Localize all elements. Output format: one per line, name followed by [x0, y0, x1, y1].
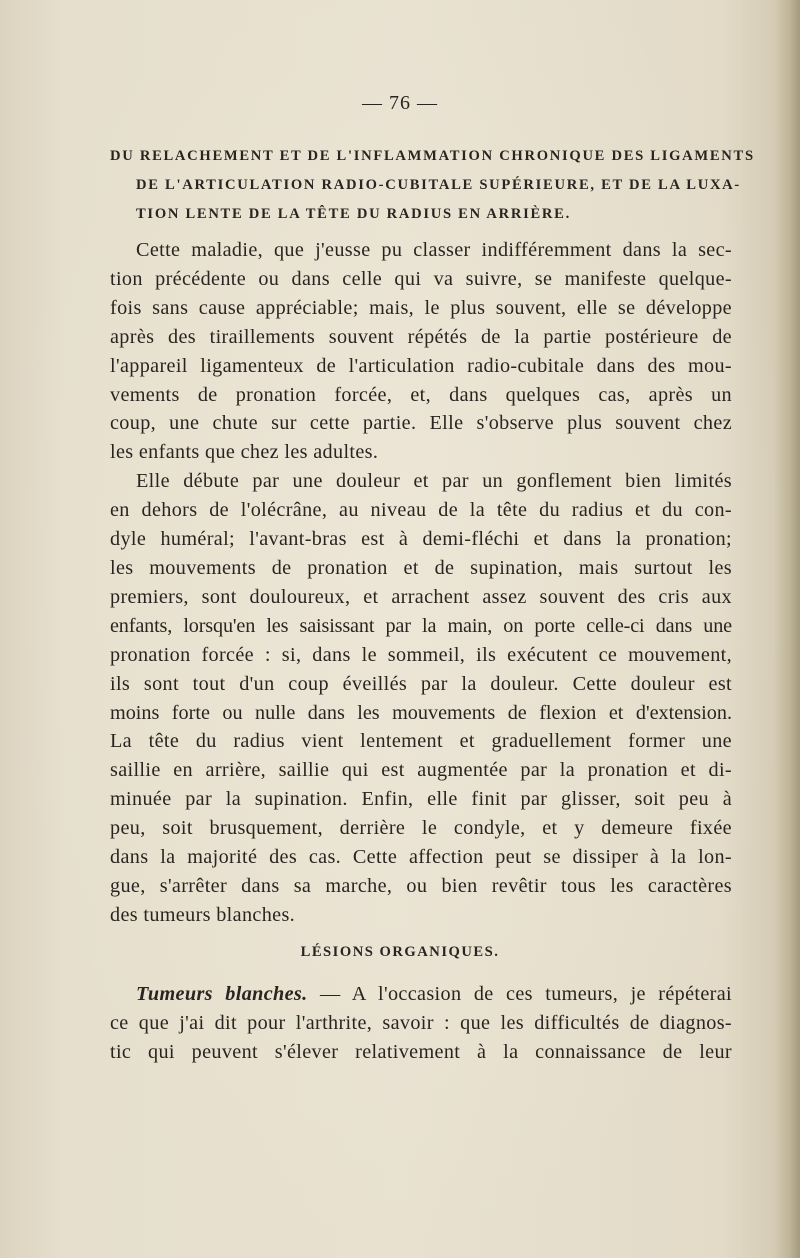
text-line: enfants, lorsqu'en les saisissant par la main, on porte celle-ci dans une — [110, 614, 732, 637]
heading-line-1: DU RELACHEMENT ET DE L'INFLAMMATION CHRONIQUE DES LIGAMENTS — [110, 148, 755, 164]
text-line: l'appareil ligamenteux de l'articulation radio-cubitale dans des mou- — [110, 354, 732, 377]
text-line: Elle débute par une douleur et par un gonflement bien limités — [136, 470, 732, 493]
text-line: dans la majorité des cas. Cette affection peut se dissiper à la lon- — [110, 846, 732, 869]
text-line: tion précédente ou dans celle qui va suivre, se manifeste quelque- — [110, 267, 732, 290]
text-line: minuée par la supination. Enfin, elle finit par glisser, soit peu à — [110, 788, 732, 811]
text-line: La tête du radius vient lentement et graduellement former une — [110, 730, 732, 753]
heading-line-3: TION LENTE DE LA TÊTE DU RADIUS EN ARRIÈRE. — [136, 206, 571, 222]
text-line: ils sont tout d'un coup éveillés par la douleur. Cette douleur est — [110, 672, 732, 695]
body-text — [110, 236, 732, 930]
text-line: premiers, sont douloureux, et arrachent assez souvent des cris aux — [110, 585, 732, 608]
text-line: pronation forcée : si, dans le sommeil, ils exécutent ce mouvement, — [110, 643, 732, 666]
chapter-heading — [110, 142, 755, 229]
text-line: les enfants que chez les adultes. — [110, 441, 379, 464]
text-line: peu, soit brusquement, derrière le condyle, et y demeure fixée — [110, 817, 732, 840]
text-line: des tumeurs blanches. — [110, 903, 296, 926]
text-line: vements de pronation forcée, et, dans quelques cas, après un — [110, 383, 732, 406]
italic-lead: Tumeurs blanches. — [136, 983, 308, 1005]
text-line: moins forte ou nulle dans les mouvements de flexion et d'extension. — [110, 701, 732, 724]
text-line: les mouvements de pronation et de supination, mais surtout les — [110, 556, 732, 579]
text-line: en dehors de l'olécrâne, au niveau de la tête du radius et du con- — [110, 499, 732, 522]
page-edge-shadow — [774, 0, 800, 1258]
text-run: — A l'occasion de ces tumeurs, je répéterai — [307, 983, 733, 1005]
page-number: — 76 — — [362, 92, 438, 114]
text-line: coup, une chute sur cette partie. Elle s'observe plus souvent chez — [110, 412, 732, 435]
text-line: gue, s'arrêter dans sa marche, ou bien revêtir tous les caractères — [110, 874, 732, 897]
text-line: après des tiraillements souvent répétés de la partie postérieure de — [110, 325, 732, 348]
text-line: ce que j'ai dit pour l'arthrite, savoir : que les difficultés de diagnos- — [110, 1011, 732, 1034]
text-line: saillie en arrière, saillie qui est augmentée par la pronation et di- — [110, 759, 732, 782]
section-title: LÉSIONS ORGANIQUES. — [300, 944, 500, 960]
paragraph-1 — [110, 236, 732, 467]
heading-line-2: DE L'ARTICULATION RADIO-CUBITALE SUPÉRIEURE, ET DE LA LUXA- — [136, 177, 741, 193]
text-line: tic qui peuvent s'élever relativement à la connaissance de leur — [110, 1040, 732, 1063]
text-line: Cette maladie, que j'eusse pu classer indifféremment dans la sec- — [136, 239, 732, 261]
paragraph-3 — [110, 980, 732, 1067]
paragraph-2 — [110, 467, 732, 930]
text-line: dyle huméral; l'avant-bras est à demi-fléchi et dans la pronation; — [110, 528, 732, 551]
text-line — [110, 980, 732, 1009]
text-line: fois sans cause appréciable; mais, le plus souvent, elle se développe — [110, 296, 732, 319]
